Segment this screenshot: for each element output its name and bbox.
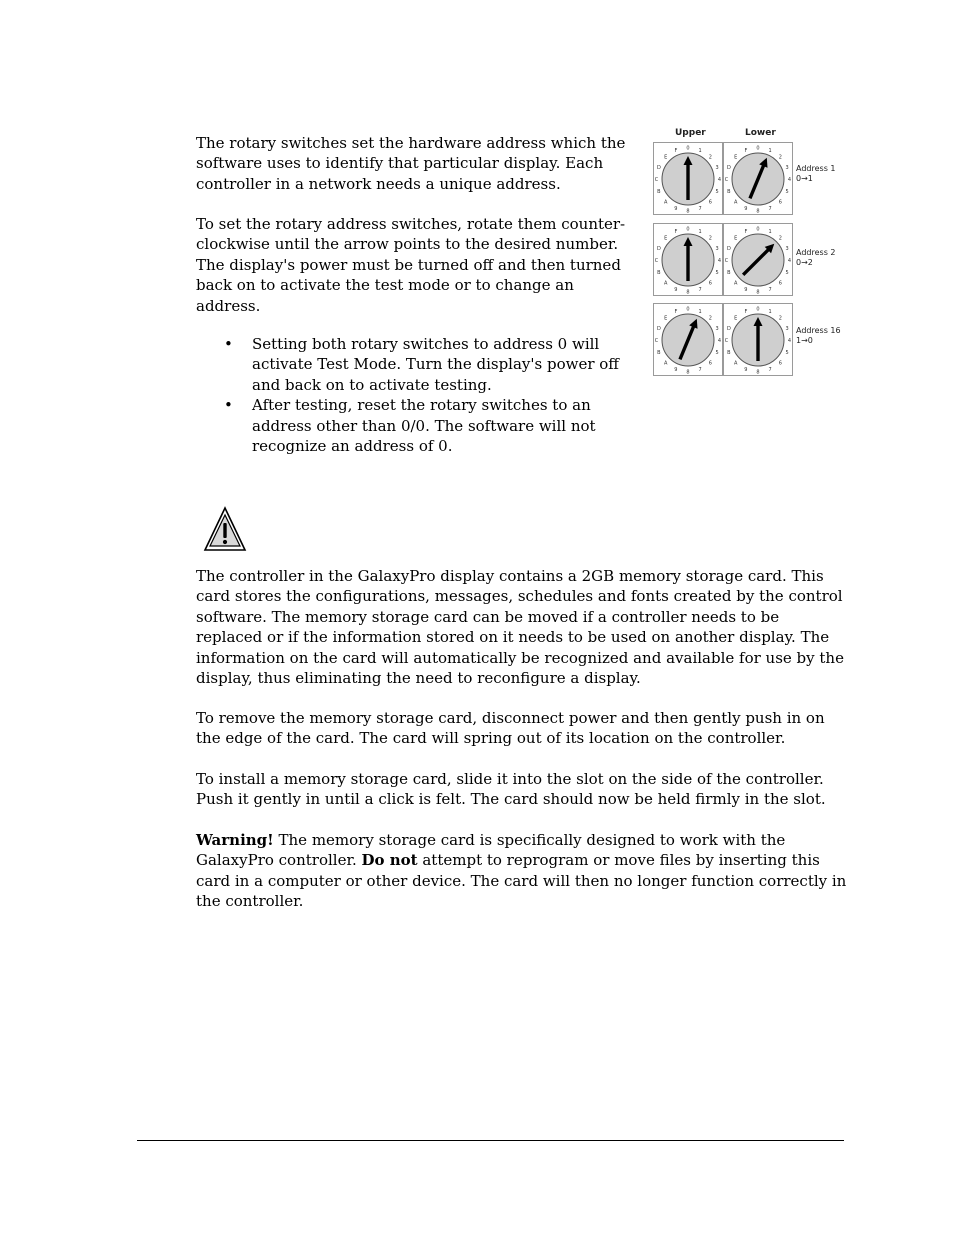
dial-label: 4 [787, 177, 792, 183]
dial-label: 4 [787, 338, 792, 344]
dial-label: 3 [785, 325, 789, 332]
address-label-mapping: 0→2 [796, 258, 813, 267]
dial-label: 0 [756, 306, 760, 313]
dial-label: E [734, 154, 738, 161]
memory-paragraph-3: To install a memory storage card, slide it into the slot on the side of the controller. Push it gently in until a click is felt. The card should now be held firmly in the slot. [196, 770, 826, 809]
dial-label: C [654, 338, 659, 344]
dial-label: B [657, 270, 661, 277]
dial-label: 4 [717, 338, 722, 344]
switch-lower [723, 142, 793, 215]
dial-label: D [656, 325, 661, 332]
warning-text-2: attempt to reprogram or move files by inserting this card in a computer or other device. The card will then no longer function correctly in the controller. [196, 851, 847, 911]
dial-label: 9 [744, 367, 748, 374]
dial-label: B [727, 350, 731, 357]
switch-lower [723, 223, 793, 296]
dial-label: 9 [674, 206, 678, 213]
dial-label: A [663, 199, 668, 206]
address-label-title: Address 2 [796, 248, 836, 257]
dial-label: 7 [698, 287, 702, 294]
dial-label: 2 [708, 315, 712, 322]
rotary-switch-dial [723, 223, 793, 296]
address-label [796, 248, 836, 268]
dial-label: 1 [768, 228, 772, 235]
dial-label: 3 [785, 164, 789, 171]
dial-label: C [724, 338, 729, 344]
dial-label: 5 [715, 350, 719, 357]
dial-label: 2 [778, 315, 782, 322]
dial-label: 3 [715, 164, 719, 171]
dial-label: 5 [785, 270, 789, 277]
dial-label: 7 [768, 367, 772, 374]
list-item: • Setting both rotary switches to address 0 will activate Test Mode. Turn the display's power off and back on to activate testing. [252, 334, 644, 395]
address-label-mapping: 0→1 [796, 174, 813, 183]
address-label [796, 326, 841, 346]
dial-label: 0 [686, 226, 690, 233]
dial-label: D [726, 164, 731, 171]
dial-label: 7 [698, 206, 702, 213]
dial-label: 7 [768, 287, 772, 294]
dial-label: D [656, 245, 661, 252]
dial-label: 4 [717, 258, 722, 264]
address-label-title: Address 1 [796, 164, 836, 173]
dial-label: E [664, 235, 668, 242]
rotary-switch-figure [651, 128, 851, 380]
dial-label: A [663, 360, 668, 367]
dial-label: 6 [708, 280, 712, 287]
dial-label: E [734, 235, 738, 242]
warning-paragraph [196, 830, 848, 912]
memory-paragraph-2: To remove the memory storage card, disconnect power and then gently push in on the edge of the card. The card will spring out of its location on the controller. [196, 709, 825, 748]
dial-label: A [733, 199, 738, 206]
address-label-mapping: 1→0 [796, 336, 813, 345]
address-label-title: Address 16 [796, 326, 841, 335]
dial-label: 8 [756, 369, 760, 376]
lower-heading: Lower [745, 128, 776, 138]
dial-label: B [727, 189, 731, 196]
rotary-switch-dial [653, 142, 723, 215]
dial-label: D [726, 325, 731, 332]
rotary-switch-dial [723, 303, 793, 376]
dial-label: B [727, 270, 731, 277]
upper-heading: Upper [675, 128, 706, 138]
dial-label: 3 [715, 245, 719, 252]
dial-label: D [726, 245, 731, 252]
switch-upper [653, 142, 723, 215]
dial-label: 8 [686, 369, 690, 376]
dial-label: C [724, 177, 729, 183]
dial-label: F [744, 308, 748, 315]
dial-label: 3 [715, 325, 719, 332]
dial-label: 4 [717, 177, 722, 183]
dial-label: A [663, 280, 668, 287]
dial-label: 1 [698, 147, 702, 154]
dial-label: B [657, 189, 661, 196]
dial-label: 9 [744, 206, 748, 213]
dial-label: 8 [686, 289, 690, 296]
switch-upper [653, 303, 723, 376]
dial-label: C [724, 258, 729, 264]
rotary-switch-dial [723, 142, 793, 215]
dial-label: 2 [778, 235, 782, 242]
rotary-switch-dial [653, 223, 723, 296]
warning-label: Warning! [196, 831, 274, 849]
dial-label: F [744, 228, 748, 235]
do-not-label: Do not [361, 851, 418, 870]
dial-label: 5 [715, 270, 719, 277]
dial-label: 2 [708, 235, 712, 242]
notes-list [252, 334, 644, 456]
dial-label: E [734, 315, 738, 322]
dial-label: F [744, 147, 748, 154]
dial-label: 6 [778, 360, 782, 367]
dial-label: 9 [674, 287, 678, 294]
dial-label: 8 [756, 208, 760, 215]
dial-label: 6 [778, 280, 782, 287]
footer-divider [137, 1140, 844, 1141]
dial-label: D [656, 164, 661, 171]
dial-label: E [664, 315, 668, 322]
dial-label: C [654, 258, 659, 264]
rotary-switch-dial [653, 303, 723, 376]
dial-label: F [674, 228, 678, 235]
dial-label: 3 [785, 245, 789, 252]
dial-label: 8 [686, 208, 690, 215]
dial-label: A [733, 360, 738, 367]
list-item: • After testing, reset the rotary switches to an address other than 0/0. The software will not recognize an address of 0. [252, 395, 644, 456]
intro-paragraph-1: The rotary switches set the hardware address which the software uses to identify that particular display. Each controller in a network needs a unique address. [196, 134, 626, 193]
memory-paragraph-1: The controller in the GalaxyPro display contains a 2GB memory storage card. This card stores the configurations, messages, schedules and fonts created by the control software. The memory storage card can be moved if a controller needs to be replaced or if the information stored on it needs to be used on another display. The information on the card will automatically be recognized and available for use by the display, thus eliminating the need to reconfigure a display. [196, 567, 844, 688]
dial-label: 2 [778, 154, 782, 161]
dial-label: 7 [768, 206, 772, 213]
dial-label: 1 [698, 308, 702, 315]
dial-label: 5 [785, 350, 789, 357]
dial-label: 1 [698, 228, 702, 235]
address-label [796, 164, 836, 184]
dial-label: 0 [756, 145, 760, 152]
dial-label: E [664, 154, 668, 161]
dial-label: 0 [686, 145, 690, 152]
dial-label: 8 [756, 289, 760, 296]
dial-label: 5 [785, 189, 789, 196]
dial-label: 6 [708, 199, 712, 206]
dial-label: 6 [778, 199, 782, 206]
dial-label: 4 [787, 258, 792, 264]
dial-label: 6 [708, 360, 712, 367]
switch-upper [653, 223, 723, 296]
intro-paragraph-2: To set the rotary address switches, rotate them counter-clockwise until the arrow points to the desired number. The display's power must be turned off and then turned back on to activate the test mode or to change an address. [196, 215, 626, 315]
dial-label: 5 [715, 189, 719, 196]
dial-label: A [733, 280, 738, 287]
warning-text-1: The memory storage card is specifically designed to work with the GalaxyPro controller. [196, 831, 786, 870]
dial-label: 0 [686, 306, 690, 313]
warning-icon [203, 506, 247, 552]
dial-label: C [654, 177, 659, 183]
dial-label: 9 [744, 287, 748, 294]
dial-label: 0 [756, 226, 760, 233]
switch-lower [723, 303, 793, 376]
dial-label: 7 [698, 367, 702, 374]
dial-label: 1 [768, 308, 772, 315]
dial-label: F [674, 308, 678, 315]
dial-label: B [657, 350, 661, 357]
dial-label: 1 [768, 147, 772, 154]
dial-label: F [674, 147, 678, 154]
dial-label: 9 [674, 367, 678, 374]
dial-label: 2 [708, 154, 712, 161]
